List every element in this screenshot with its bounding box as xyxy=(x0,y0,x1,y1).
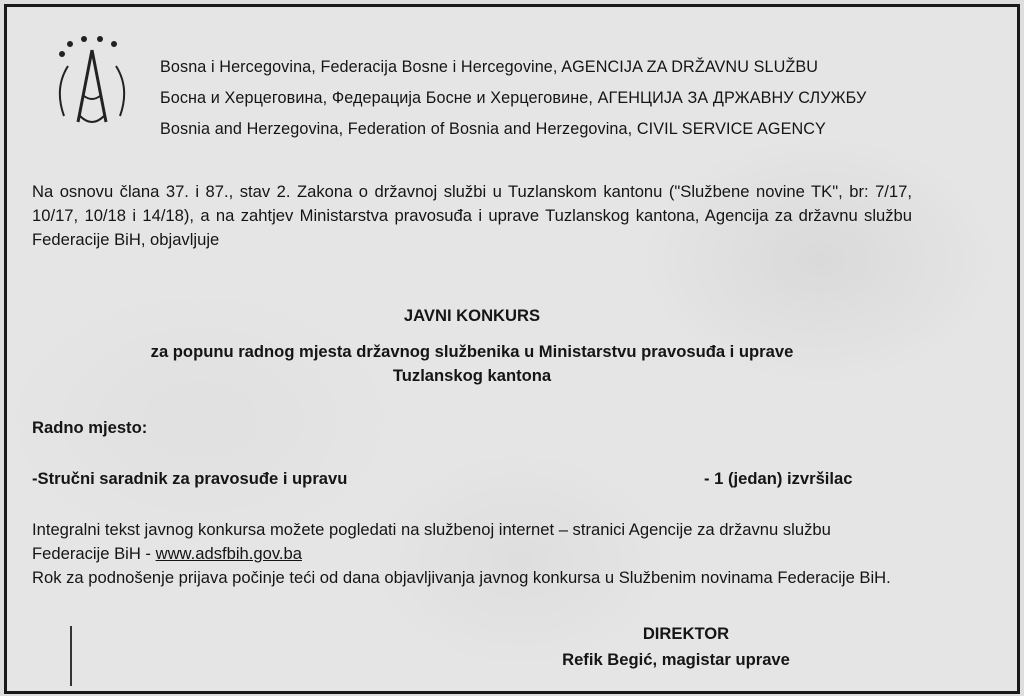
header-line-serbian: Босна и Херцеговина, Федерација Босне и Херцеговине, АГЕНЦИЈА ЗА ДРЖАВНУ СЛУЖБУ xyxy=(160,89,867,107)
info-paragraph xyxy=(32,518,912,590)
margin-mark xyxy=(70,626,72,686)
intro-paragraph: Na osnovu člana 37. i 87., stav 2. Zakona o državnoj službi u Tuzlanskom kantonu ("Službene novine TK", br: 7/17, 10/17, 10/18 i 14/18), a na zahtjev Ministarstva pravosuđa i uprave Tuzlanskog kantona, Agencija za državnu službu Federacije BiH, objavljuje xyxy=(32,182,912,249)
agency-header xyxy=(160,52,866,145)
signature-title: DIREKTOR xyxy=(642,624,730,643)
notice-title: JAVNI KONKURS xyxy=(403,306,541,325)
position-count: - 1 (jedan) izvršilac xyxy=(704,469,853,488)
header-line-english: Bosnia and Herzegovina, Federation of Bosnia and Herzegovina, CIVIL SERVICE AGENCY xyxy=(160,120,826,138)
header-line-bosnian: Bosna i Hercegovina, Federacija Bosne i Hercegovine, AGENCIJA ZA DRŽAVNU SLUŽBU xyxy=(160,58,819,76)
agency-logo xyxy=(54,36,130,140)
notice-subtitle xyxy=(0,340,944,388)
signature-name: Refik Begić, magistar uprave xyxy=(562,650,790,669)
position-name: -Stručni saradnik za pravosuđe i upravu xyxy=(32,469,348,488)
agency-website-link[interactable]: www.adsfbih.gov.ba xyxy=(155,544,302,563)
deadline-text: Rok za podnošenje prijava počinje teći od dana objavljivanja javnog konkursa u Službenim novinama Federacije BiH. xyxy=(32,568,891,587)
subtitle-line-1: za popunu radnog mjesta državnog službenika u Ministarstvu pravosuđa i uprave xyxy=(150,342,794,361)
subtitle-line-2: Tuzlanskog kantona xyxy=(392,366,552,385)
info-text: Integralni tekst javnog konkursa možete pogledati na službenoj internet – stranici Agencije za državnu službu Federacije BiH - xyxy=(32,520,831,563)
position-label: Radno mjesto: xyxy=(32,418,148,437)
